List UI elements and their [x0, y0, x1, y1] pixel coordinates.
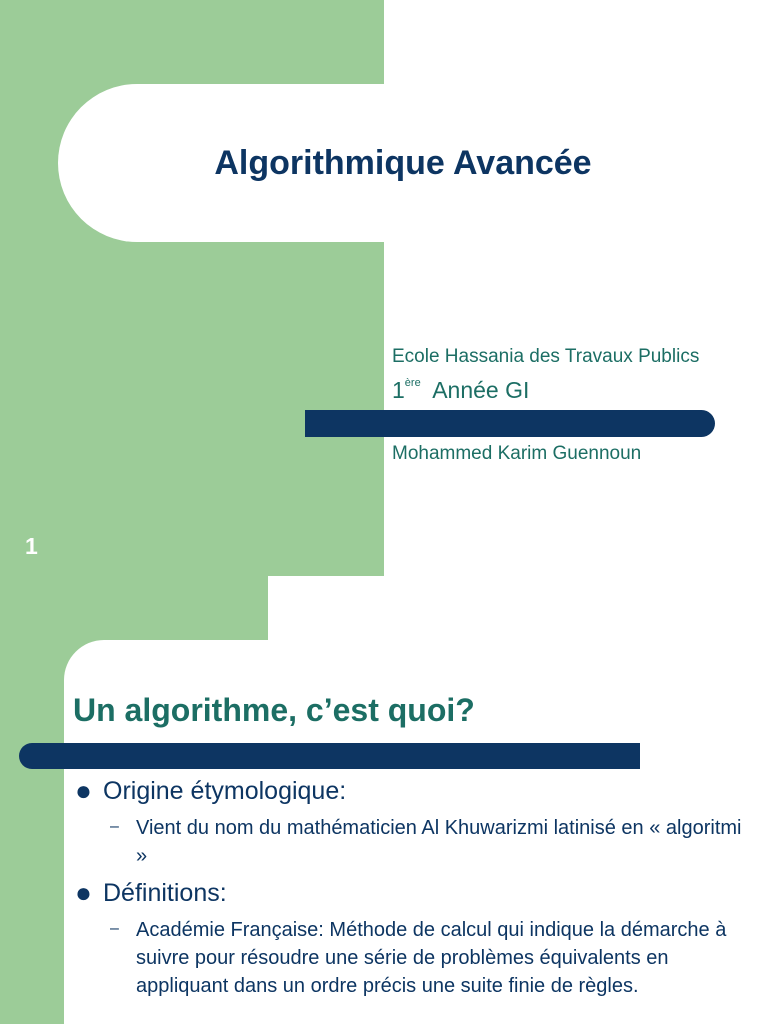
- sub-bullet-dash: –: [110, 818, 119, 835]
- bullet-label: Définitions:: [103, 879, 227, 907]
- sub-bullet-text: Académie Française: Méthode de calcul qui indique la démarche à suivre pour résoudre une série de problèmes équivalents en appliquant dans un ordre précis une suite finie de règles.: [136, 919, 727, 997]
- year-label: [392, 377, 529, 404]
- bullet-dot: ●: [75, 775, 92, 806]
- school-name: Ecole Hassania des Travaux Publics: [392, 346, 700, 367]
- year-text: Année GI: [432, 377, 530, 403]
- accent-bar: [305, 410, 715, 437]
- slide-title: Un algorithme, c’est quoi?: [73, 692, 475, 728]
- sub-bullet-dash: –: [110, 920, 119, 937]
- year-superscript: ère: [404, 377, 421, 389]
- author-name: Mohammed Karim Guennoun: [392, 443, 642, 464]
- slide-number: 1: [25, 533, 38, 559]
- bullet-dot: ●: [75, 877, 92, 908]
- year-number: 1: [392, 377, 405, 403]
- sub-bullet-text: Vient du nom du mathématicien Al Khuwarizmi latinisé en « algoritmi »: [136, 817, 742, 867]
- bullet-label: Origine étymologique:: [103, 777, 347, 805]
- slide-title: Algorithmique Avancée: [214, 143, 592, 182]
- accent-bar: [19, 743, 640, 769]
- slide-2: [0, 576, 768, 1024]
